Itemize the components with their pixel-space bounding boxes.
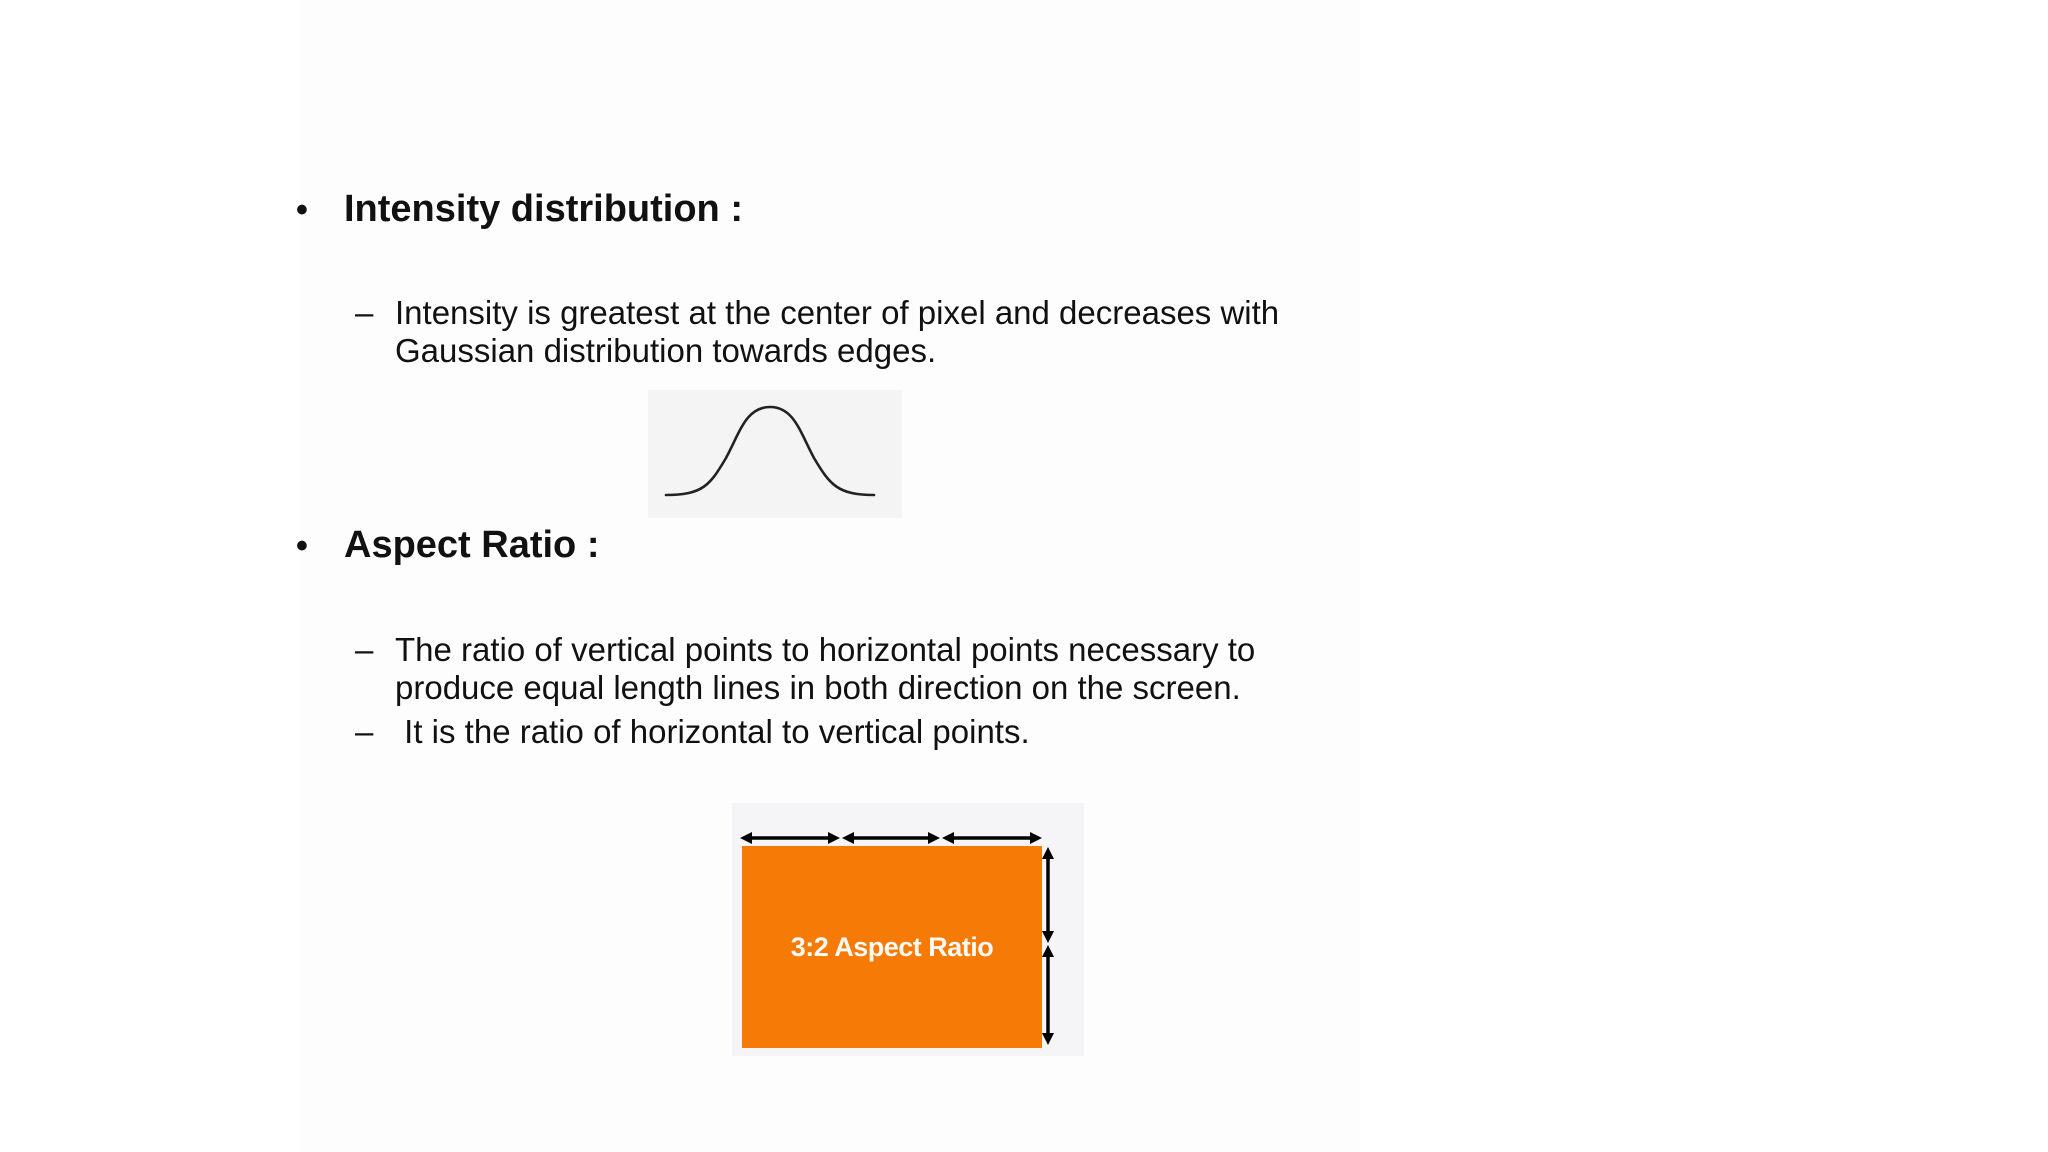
bullet: • [296, 527, 308, 565]
section-aspect-ratio [296, 524, 599, 568]
gaussian-curve-icon [648, 390, 902, 518]
aspect-ratio-rectangle [742, 846, 1042, 1048]
aspect-ratio-figure [732, 803, 1084, 1056]
bullet: • [296, 191, 308, 229]
section-intensity [296, 188, 743, 232]
point-text: Intensity is greatest at the center of pixel and decreases with Gaussian distribution towards edges. [395, 294, 1280, 369]
heading-intensity-distribution: Intensity distribution : [344, 188, 743, 230]
dash: – [355, 294, 374, 331]
point-aspect-2 [355, 713, 1365, 751]
point-text: It is the ratio of horizontal to vertical points. [395, 713, 1030, 750]
heading-aspect-ratio: Aspect Ratio : [344, 524, 600, 566]
point-intensity-1 [355, 294, 1365, 370]
dash: – [355, 631, 374, 668]
gaussian-figure [648, 390, 902, 518]
aspect-ratio-label: 3:2 Aspect Ratio [790, 931, 994, 962]
point-text: The ratio of vertical points to horizontal points necessary to produce equal length lines in both direction on the screen. [395, 631, 1256, 706]
dash: – [355, 713, 374, 750]
point-aspect-1 [355, 631, 1365, 707]
